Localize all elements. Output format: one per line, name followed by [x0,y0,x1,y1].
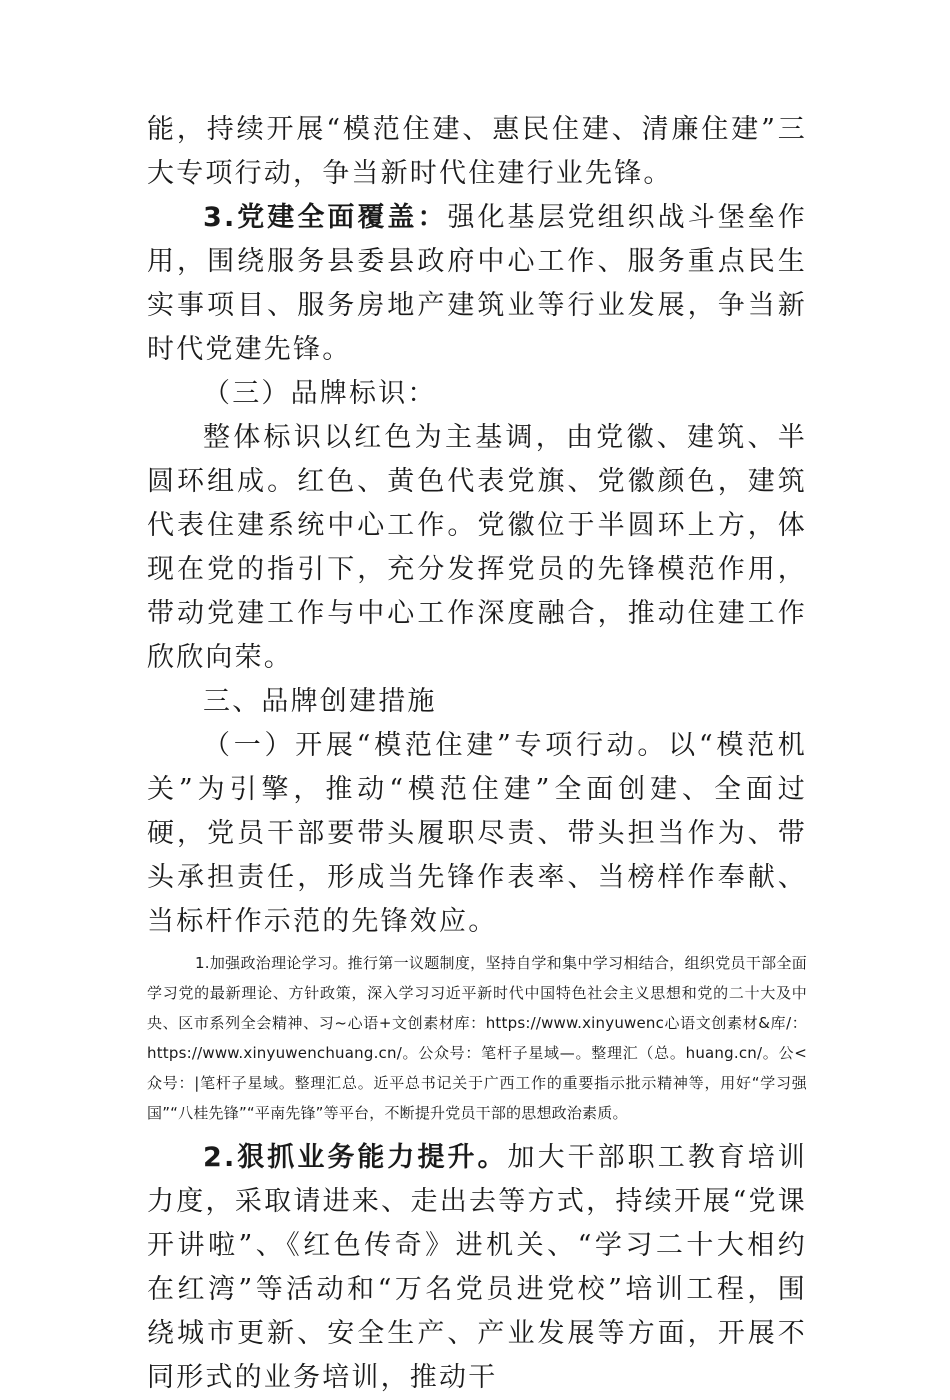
paragraph-continuation: 能，持续开展“模范住建、惠民住建、清廉住建”三大专项行动，争当新时代住建行业先锋。 [147,114,807,189]
paragraph-brand-logo: 整体标识以红色为主基调，由党徽、建筑、半圆环组成。红色、黄色代表党旗、党徽颜色，建筑代表住建系统中心工作。党徽位于半圆环上方，体现在党的指引下，充分发挥党员的先锋模范作用，带动党建工作与中心工作深度融合，推动住建工作欣欣向荣。 [147,422,807,673]
paragraph-political-theory-study: 1.加强政治理论学习。推行第一议题制度，坚持自学和集中学习相结合，组织党员干部全面学习党的最新理论、方针政策，深入学习习近平新时代中国特色社会主义思想和党的二十大及中央、区市系列全会精神、习~心语+文创素材库：https://www.xinyuwenc心语文创素材&库/：https://www.xinyuwenchuang.cn/。公众号：笔杆子星域—。整理汇（总。huang.cn/。公<众号：|笔杆子星域。整理汇总。近平总书记关于广西工作的重要指示批示精神等，用好“学习强国”“八桂先锋”“平南先锋”等平台，不断提升党员干部的思想政治素质。 [147,954,807,1122]
party-building-coverage-heading: 3.党建全面覆盖： [203,202,448,233]
document-page [147,108,807,1400]
party-building-coverage-text: 强化基层党组织战斗堡垒作用，围绕服务县委县政府中心工作、服务重点民生实事项目、服务房地产建筑业等行业发展，争当新时代党建先锋。 [147,202,808,365]
paragraph-party-building-coverage [147,196,807,372]
business-capability-heading: 2.狠抓业务能力提升。 [203,1142,508,1173]
paragraph-business-capability [147,1136,807,1400]
business-capability-text: 加大干部职工教育培训力度，采取请进来、走出去等方式，持续开展“党课开讲啦”、《红色传奇》进机关、“学习二十大相约在红湾”等活动和“万名党员进党校”培训工程，围绕城市更新、安全生产、产业发展等方面，开展不同形式的业务培训，推动干 [147,1142,808,1393]
paragraph-model-action: （一）开展“模范住建”专项行动。以“模范机关”为引擎，推动“模范住建”全面创建、全面过硬，党员干部要带头履职尽责、带头担当作为、带头承担责任，形成当先锋作表率、当榜样作奉献、当标杆作示范的先锋效应。 [147,730,807,937]
section-brand-logo-heading: （三）品牌标识： [203,378,437,409]
section-brand-measures-heading: 三、品牌创建措施 [203,686,437,717]
